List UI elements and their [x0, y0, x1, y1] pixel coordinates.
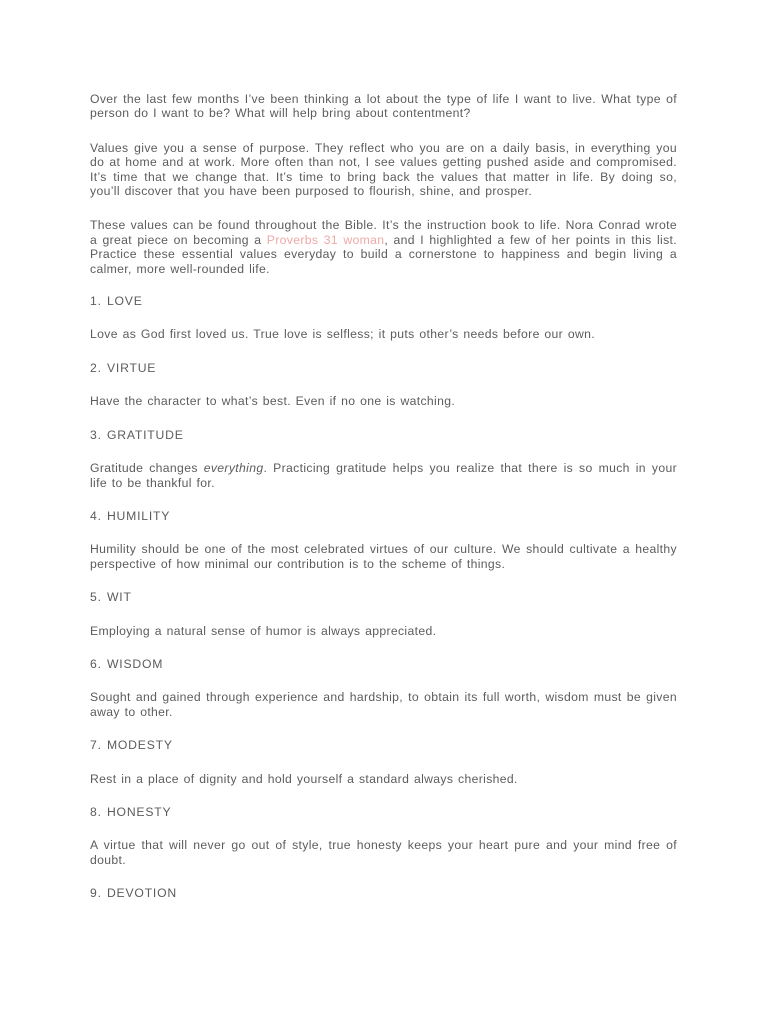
value-devotion [90, 886, 677, 900]
value-text-modesty: Rest in a place of dignity and hold yourself a standard always cherished. [90, 771, 518, 786]
value-text-wit: Employing a natural sense of humor is always appreciated. [90, 623, 437, 638]
value-gratitude [90, 428, 677, 490]
value-text-humility: Humility should be one of the most celebrated virtues of our culture. We should cultivate a healthy perspective of how minimal our contribution is to the scheme of things. [90, 542, 677, 571]
value-wisdom [90, 657, 677, 719]
value-heading-gratitude: 3. GRATITUDE [90, 427, 184, 442]
value-virtue [90, 361, 677, 409]
value-heading-wit: 5. WIT [90, 590, 132, 605]
intro-paragraph-3-start: These values can be found throughout the Bible. It’s the instruction book to life. Nora Conrad wrote a great piece on becoming a [90, 218, 677, 247]
value-modesty [90, 738, 677, 786]
intro-paragraph-3 [90, 218, 677, 276]
intro-paragraph-3-end: , and I highlighted a few of her points in this list. Practice these essential values everyday to build a cornerstone to happiness and begin living a calmer, more well-rounded life. [90, 232, 677, 276]
gratitude-text-emphasis: everything [203, 461, 264, 476]
value-love [90, 294, 677, 342]
value-wit [90, 590, 677, 638]
value-honesty [90, 805, 677, 867]
value-heading-humility: 4. HUMILITY [90, 508, 171, 523]
proverbs-31-woman-link[interactable]: Proverbs 31 woman [266, 232, 385, 247]
value-text-love: Love as God first loved us. True love is selfless; it puts other’s needs before our own. [90, 327, 595, 342]
value-text-wisdom: Sought and gained through experience and hardship, to obtain its full worth, wisdom must be given away to other. [90, 690, 677, 719]
value-heading-wisdom: 6. WISDOM [90, 656, 164, 671]
value-text-virtue: Have the character to what’s best. Even if no one is watching. [90, 394, 456, 409]
value-text-gratitude [90, 461, 677, 490]
intro-paragraph-2: Values give you a sense of purpose. They reflect who you are on a daily basis, in everything you do at home and at work. More often than not, I see values getting pushed aside and compromised. It’s time that we change that. It’s time to bring back the values that matter in life. By doing so, you’ll discover that you have been purposed to flourish, shine, and prosper. [90, 140, 677, 199]
value-text-honesty: A virtue that will never go out of style, true honesty keeps your heart pure and your mind free of doubt. [90, 838, 677, 867]
value-humility [90, 509, 677, 571]
document-page [90, 92, 677, 920]
value-heading-modesty: 7. MODESTY [90, 738, 173, 753]
value-heading-devotion: 9. DEVOTION [90, 886, 178, 901]
gratitude-text-start: Gratitude changes [90, 461, 204, 476]
value-heading-love: 1. LOVE [90, 294, 143, 309]
intro-paragraph-1: Over the last few months I’ve been thinking a lot about the type of life I want to live. What type of person do I want to be? What will help bring about contentment? [90, 92, 677, 121]
gratitude-text-end: . Practicing gratitude helps you realize that there is so much in your life to be thankful for. [90, 461, 677, 490]
value-heading-virtue: 2. VIRTUE [90, 360, 157, 375]
value-heading-honesty: 8. HONESTY [90, 804, 172, 819]
